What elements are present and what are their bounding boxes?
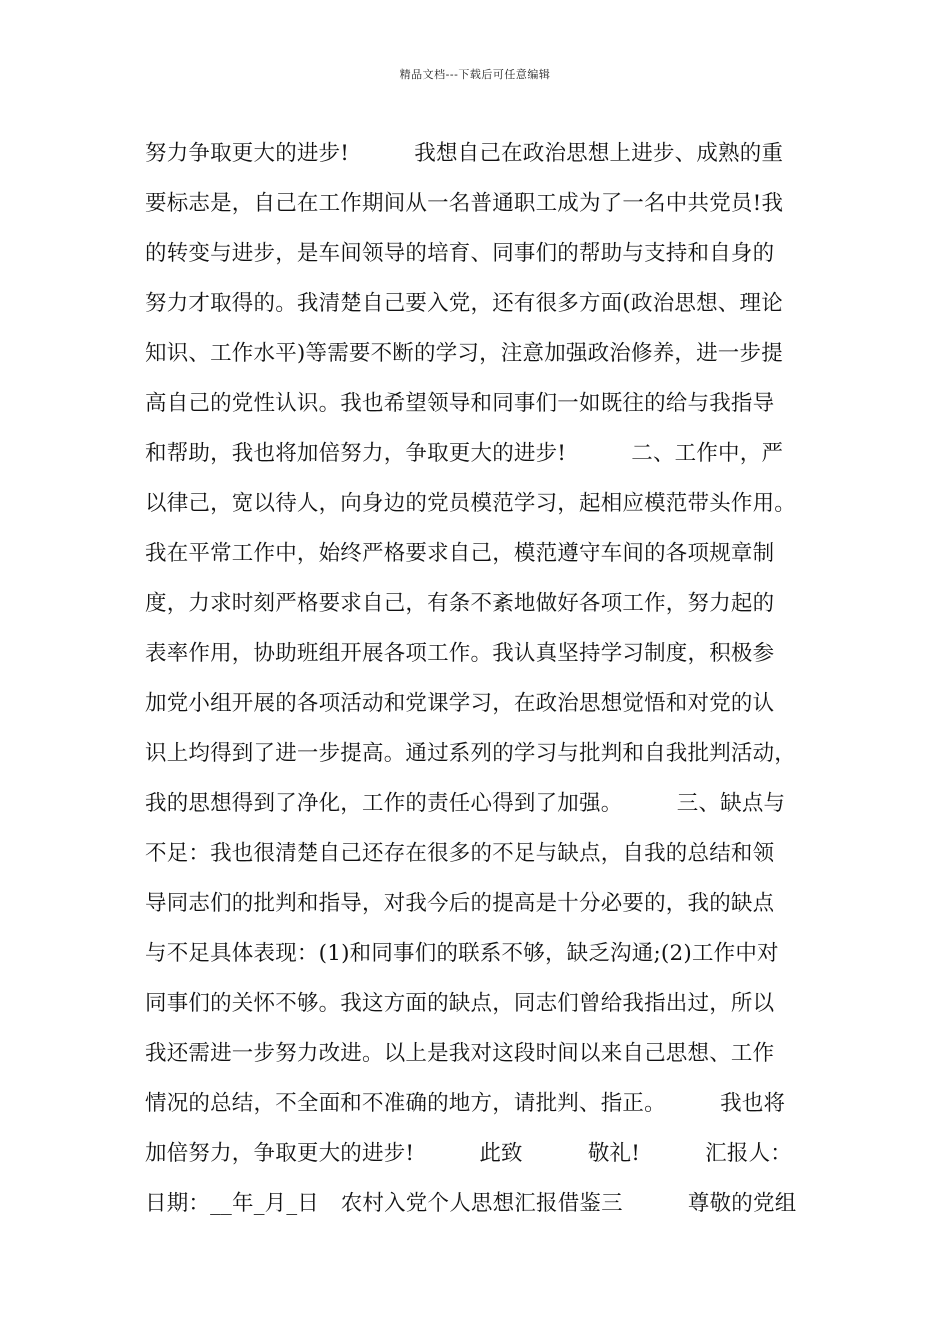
body-line: 努力才取得的。我清楚自己要入党，还有很多方面(政治思想、理论 [145, 291, 783, 316]
body-line: 加党小组开展的各项活动和党课学习，在政治思想觉悟和对党的认 [145, 691, 775, 716]
body-line: 不足：我也很清楚自己还存在很多的不足与缺点，自我的总结和领 [145, 841, 775, 866]
body-line: 度，力求时刻严格要求自己，有条不紊地做好各项工作，努力起的 [145, 591, 775, 616]
body-line: 与不足具体表现：(1)和同事们的联系不够，缺乏沟通;(2)工作中对 [145, 941, 779, 966]
body-line: 以律己，宽以待人，向身边的党员模范学习，起相应模范带头作用。 [145, 491, 797, 516]
body-line: 我还需进一步努力改进。以上是我对这段时间以来自己思想、工作 [145, 1041, 775, 1066]
body-line: 导同志们的批判和指导，对我今后的提高是十分必要的，我的缺点 [145, 891, 775, 916]
page-header: 精品文档---下载后可任意编辑 [399, 68, 551, 81]
body-line: 努力争取更大的进步! 我想自己在政治思想上进步、成熟的重 [145, 141, 784, 166]
body-line: 我的思想得到了净化，工作的责任心得到了加强。 三、缺点与 [145, 791, 786, 816]
body-line: 高自己的党性认识。我也希望领导和同事们一如既往的给与我指导 [145, 391, 775, 416]
body-line: 知识、工作水平)等需要不断的学习，注意加强政治修养，进一步提 [145, 341, 783, 366]
body-line: 和帮助，我也将加倍努力，争取更大的进步! 二、工作中，严 [145, 441, 784, 466]
body-line: 的转变与进步，是车间领导的培育、同事们的帮助与支持和自身的 [145, 241, 775, 266]
body-line: 同事们的关怀不够。我这方面的缺点，同志们曾给我指出过，所以 [145, 991, 775, 1016]
body-line: 要标志是，自己在工作期间从一名普通职工成为了一名中共党员!我 [145, 191, 784, 216]
body-line: 识上均得到了进一步提高。通过系列的学习与批判和自我批判活动， [145, 741, 797, 766]
body-line: 我在平常工作中，始终严格要求自己，模范遵守车间的各项规章制 [145, 541, 775, 566]
body-line: 表率作用，协助班组开展各项工作。我认真坚持学习制度，积极参 [145, 641, 775, 666]
body-line: 加倍努力，争取更大的进步! 此致 敬礼! 汇报人： [145, 1141, 792, 1166]
document-body [145, 129, 825, 1229]
body-line: 情况的总结，不全面和不准确的地方，请批判、指正。 我也将 [145, 1091, 786, 1116]
body-line: 日期：__年_月_日 农村入党个人思想汇报借鉴三 尊敬的党组 [145, 1191, 797, 1216]
